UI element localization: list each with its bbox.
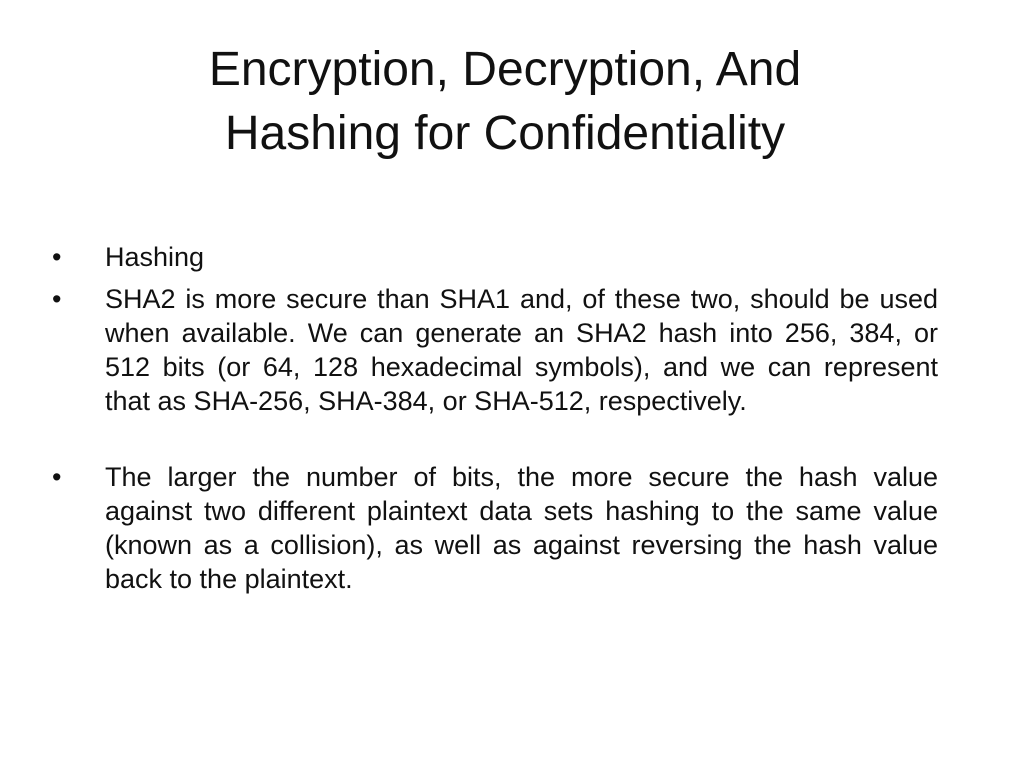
slide-title	[90, 38, 920, 166]
bullet-text: The larger the number of bits, the more secure the hash value against two different plaintext data sets hashing to the same value (known as a collision), as well as against reversing the hash value back to the plaintext.	[105, 462, 938, 594]
slide-title-line-2: Hashing for Confidentiality	[224, 107, 786, 160]
bullet-icon: •	[52, 284, 62, 314]
bullet-icon: •	[52, 462, 62, 492]
bullet-item-hashing	[50, 240, 938, 274]
bullet-item-sha2	[50, 282, 938, 418]
bullet-item-bits	[50, 460, 938, 596]
bullet-text: Hashing	[105, 242, 205, 272]
bullet-text: SHA2 is more secure than SHA1 and, of these two, should be used when available. We can generate an SHA2 hash into 256, 384, or 512 bits (or 64, 128 hexadecimal symbols), and we can represent that as SHA-256, SHA-384, or SHA-512, respectively.	[105, 284, 938, 416]
bullet-list	[50, 240, 938, 596]
slide-title-line-1: Encryption, Decryption, And	[208, 43, 802, 96]
bullet-icon: •	[52, 242, 62, 272]
